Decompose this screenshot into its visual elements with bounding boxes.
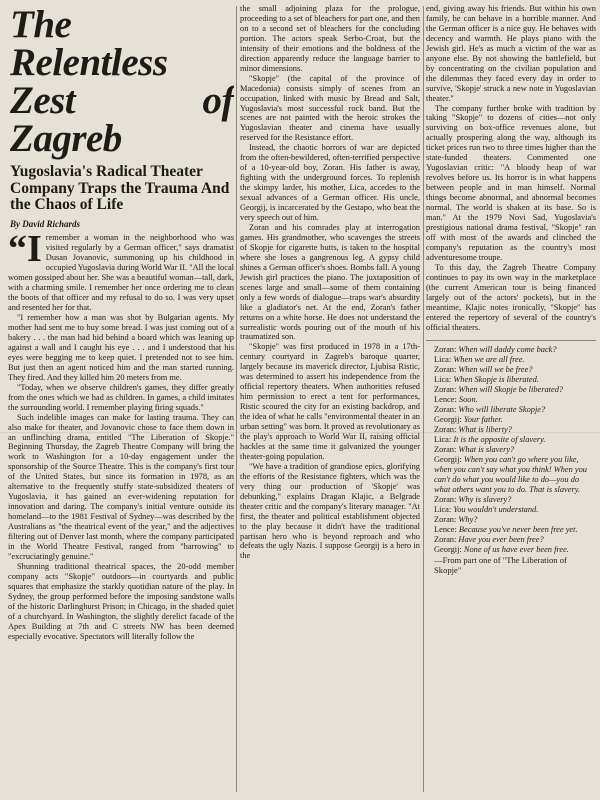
dialogue-text: Soon. <box>458 395 478 405</box>
dialogue-line <box>426 425 596 435</box>
dialogue-text: You wouldn't understand. <box>453 504 539 514</box>
dialogue-text: Your father. <box>463 415 503 425</box>
dialogue-text: When Skopje is liberated. <box>453 375 539 385</box>
paragraph: "We have a tradition of grandiose epics, glorifying the efforts of the Resistance fighters, which was the very thing our production of 'Skopje' was debunking," explains Dragan Klajic, a Belgrade theater critic and the company's literary manager. "At first, the theater and political establishment objected to the play because it didn't have the traditional partisan hero who is beyond reproach and who defeats the ugly Nazis. I suppose Georgij is a hero in the <box>240 461 420 561</box>
dialogue-text: It is the opposite of slavery. <box>453 435 546 445</box>
dialogue-line <box>426 535 596 545</box>
paragraph: end, giving away his friends. But within his own family, he can behave in a horrible manner. And the German officer is a nice guy. He behaves with decency and warmth. He plays piano with the Jewish girl. He's as much a victim of the war as anyone else. By not showing the battlefield, but by concentrating on the civilian population and the dilemmas they faced every day in order to survive, 'Skopje' struck a new note in Yugoslavian theater." <box>426 4 596 103</box>
dialogue-line <box>426 455 596 495</box>
paragraph: The company further broke with tradition by taking "Skopje" to dozens of cities—not only surviving on box-office revenues alone, but actually prospering along the way, although its ticket prices run two to three times higher than the state-funded theaters. Commented one Yugoslavian critic: "A bloody heap of war revolves before us. Its horror is in what happens between people and in man himself. Normal things become abnormal, and abnormal becomes normal. The world is shaken at its base. So is man." At the 1979 Novi Sad, Yugoslavia's prestigious national drama festival, "Skopje" ran off with most of the awards and clinched the company's reputation as the country's most adventuresome troupe. <box>426 103 596 262</box>
dialogue-text: When will Skopje be liberated? <box>458 385 564 395</box>
dialogue-speaker: Lence: <box>434 524 457 534</box>
dialogue-speaker: Zoran: <box>434 385 457 395</box>
paragraph: "Skopje" was first produced in 1978 in a 17th-century courtyard in Zagreb's baroque quarter, largely because its maverick director, Ljubisa Ristic, was determined to assert his independence from the official repertory theaters. When authorities refused him permission to erect a tent for performances, Ristic scoured the city for an existing backdrop, and the idea of what he calls "environmental theater in an urban setting" was born. It proved as revolutionary as the play's approach to World War II, raising official hackles at the same time it galvanized the younger theater-going population. <box>240 342 420 461</box>
column-rule <box>236 6 237 792</box>
paragraph: Such indelible images can make for lasting trauma. They can also make for theater, and Jovanovic chose to face them down in an unflinching drama, entitled "The Liberation of Skopje." Beginning Thursday, the Zagreb Theatre Company will bring the work to Washington for a 10-day engagement under the sponsorship of the Source Theatre. This is the company's first tour of the United States, but since its formation in 1978, as an alternative to the frequently stuffy state-subsidized theaters of Yugoslavia, it has gained an ever-widening reputation for innovation and daring. The company's initial venture outside its homeland—to the 1981 Festival of Sydney—was described by the Australians as "the theatrical event of the year," and the adjectives filtering out of Denver last month, where the company participated in the World Theatre Festival, ranged from "harrowing" to "excruciatingly genuine." <box>8 412 234 561</box>
dialogue-text: When will daddy come back? <box>458 345 557 355</box>
dialogue-line <box>426 515 596 525</box>
dialogue-line <box>426 505 596 515</box>
dialogue-speaker: Zoran: <box>434 365 457 375</box>
dialogue-text: When will we be free? <box>458 365 533 375</box>
dialogue-line <box>426 395 596 405</box>
lead-paragraph <box>8 228 234 313</box>
column-3 <box>426 4 596 796</box>
dialogue-text: When we are all free. <box>453 355 525 365</box>
dialogue-text: None of us have ever been free. <box>463 544 569 554</box>
excerpt-credit: —From part one of "The Liberation of Skopje" <box>434 555 567 576</box>
dialogue-text: Why is slavery? <box>458 494 512 504</box>
paragraph: "Today, when we observe children's games, they differ greatly from the ones which we had as children. In games, a child imitates the surrounding world. I remember playing firing squads." <box>8 382 234 412</box>
dialogue-line <box>426 355 596 365</box>
dialogue-speaker: Zoran: <box>434 405 457 415</box>
dialogue-speaker: Lica: <box>434 504 452 514</box>
dialogue-line <box>426 365 596 375</box>
dialogue-speaker: Lence: <box>434 395 457 405</box>
paragraph: "Skopje" (the capital of the province of Macedonia) consists simply of scenes from an occupation, linked with music by Bread and Salt, Yugoslavia's most successful rock band. But the scenes are not painted with the heroic strokes the Yugoslavian theater and cinema have usually reserved for the Resistance effort. <box>240 73 420 143</box>
dialogue-line <box>426 415 596 425</box>
dialogue-speaker: Georgij: <box>434 415 462 425</box>
dialogue-text: Have you ever been free? <box>458 534 544 544</box>
dialogue-speaker: Zoran: <box>434 534 457 544</box>
dialogue-text: Who will liberate Skopje? <box>458 405 546 415</box>
column-2 <box>240 4 420 796</box>
dialogue-speaker: Zoran: <box>434 494 457 504</box>
paragraph: Shunning traditional theatrical spaces, the 20-odd member company acts "Skopje" outdoors—in courtyards and public squares that emphasize the starkly quotidian nature of the play. In Sydney, the group performed before the imposing sandstone walls of the historic Darlinghurst Prison; in Chicago, in the shaded quiet of a churchyard. In Washington, the slightly derelict facade of the Apex Building at 7th and C streets NW has been deemed especially evocative. Spectators will literally follow the <box>8 561 234 641</box>
column-1 <box>8 4 234 796</box>
play-excerpt <box>426 340 596 554</box>
dialogue-line <box>426 405 596 415</box>
paragraph: "I remember how a man was shot by Bulgarian agents. My mother had sent me to buy some bread. I was just coming out of a bakery . . . the man had hid behind a board which was leaning up against a wall and I caught his eye . . . and I understood that his eyes were begging me to keep quiet. I pretended not to see him. But just then an agent noticed him and the man started running. They fired. And they killed him 20 meters from me. <box>8 313 234 382</box>
dialogue-speaker: Zoran: <box>434 514 457 524</box>
dialogue-text: Because you've never been free yet. <box>458 524 578 534</box>
dialogue-speaker: Zoran: <box>434 444 457 454</box>
dialogue-speaker: Lica: <box>434 375 452 385</box>
dialogue-line <box>426 345 596 355</box>
paragraph: Zoran and his comrades play at interrogation games. His grandmother, who scavenges the streets of Skopje for cigarette butts, is taken to the hospital where she loses a gangrenous leg. A gypsy child shines a German officer's shoes. Bombs fall. A young Jewish girl practices the piano. The juxtaposition of scenes large and small—some of them containing only a few words of dialogue—traps war's absurdity like a gladiator's net. At the end, Zoran's father returns on a white horse. He does not understand the surrealistic words pouring out of the mouth of his traumatized son. <box>240 222 420 342</box>
dialogue-line <box>426 525 596 535</box>
dialogue-speaker: Zoran: <box>434 425 457 435</box>
dialogue-text: Why? <box>458 514 478 524</box>
dialogue-speaker: Georgij: <box>434 544 462 554</box>
headline: The Relentless Zest of Zagreb <box>10 4 234 160</box>
dialogue-text: What is liberty? <box>458 425 512 435</box>
dialogue-speaker: Lica: <box>434 435 452 445</box>
paragraph: Instead, the chaotic horrors of war are depicted from the often-bewildered, often-terrified perspective of a 10-year-old boy, Zoran. His father is away, fighting with the underground forces. To replenish the skimpy larder, his mother, Lica, accedes to the sexual advances of a German officer. His uncle, Georgij, is incarcerated by the Gestapo, who beat the very speech out of him. <box>240 143 420 223</box>
lead-text: remember a woman in the neighborhood who was visited regularly by a German officer," says dramatist Dusan Jovanovic, summoning up his childhood in occupied Yugoslavia during World War II. "All the local women gossiped about her. She was a beautiful woman—tall, dark, with a charming smile. I remember her once ordering me to clean the boots of that officer and my refusal to do so. I was very upset and resented her for that. <box>8 233 234 313</box>
dialogue-speaker: Lica: <box>434 355 452 365</box>
paragraph: the small adjoining plaza for the prologue, proceeding to a set of bleachers for part one, and then on to a second set of bleachers for the concluding portion. The actors speak Serbo-Croat, but the intensity of their emotions and the boldness of the direction apparently reduce the language barrier to minor dimensions. <box>240 4 420 73</box>
paragraph: To this day, the Zagreb Theatre Company continues to pay its own way in the marketplace (the current American tour is being financed largely out of the actors' pockets), but in the meantime, Klajic notes ironically, "Skopje" has entered the repertory of several of the country's official theaters. <box>426 262 596 332</box>
dialogue-line <box>426 375 596 385</box>
dialogue-text: What is slavery? <box>458 444 515 454</box>
column-rule <box>423 6 424 792</box>
subheadline: Yugoslavia's Radical Theater Company Traps the Trauma And the Chaos of Life <box>10 163 230 213</box>
dialogue-line <box>426 435 596 445</box>
drop-cap: “I <box>8 228 42 271</box>
dialogue-line <box>426 495 596 505</box>
byline: By David Richards <box>10 218 81 229</box>
dialogue-text: When you can't go where you like, when you can't say what you think! When you can't do what you would like to do—you do what others want you to do. That is slavery. <box>434 454 587 494</box>
dialogue-line <box>426 445 596 455</box>
dialogue-speaker: Zoran: <box>434 345 457 355</box>
dialogue-line <box>426 385 596 395</box>
dialogue-speaker: Georgij: <box>434 454 462 464</box>
dialogue-line <box>426 545 596 555</box>
